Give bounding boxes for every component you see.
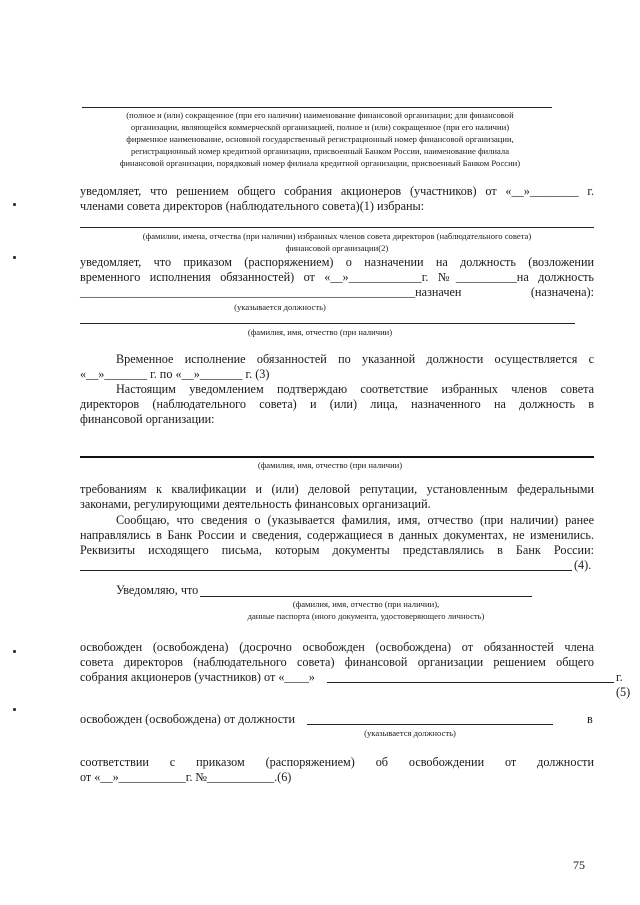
- scan-mark: [13, 708, 16, 711]
- scan-mark: [13, 203, 16, 206]
- directors-caption: (фамилии, имена, отчества (при наличии) избранных членов совета директоров (наблюдательного совета) финансовой организации(2): [142, 231, 532, 253]
- position-caption-2: (указывается должность): [364, 728, 456, 738]
- letter-details-line: [80, 570, 572, 571]
- dismissal-position-line: [307, 724, 553, 725]
- fio-caption-2: (фамилия, имя, отчество (при наличии): [257, 460, 403, 470]
- fio-passport-caption: (фамилия, имя, отчество (при наличии), данные паспорта (иного документа, удостоверяющего личность): [247, 599, 485, 621]
- org-name-line: [82, 107, 552, 108]
- para-appointment-order: уведомляет, что приказом (распоряжением) о назначении на должность (возложении временного исполнения обязанностей) от «__»____________г. №__________на должность _______________________________________________________назначен (назначена):: [80, 255, 594, 299]
- fio-line-2: [80, 456, 594, 458]
- fio-line-1: [80, 323, 575, 324]
- directors-line: [80, 227, 594, 228]
- para-bank-of-russia-info: Сообщаю, что сведения о (указывается фамилия, имя, отчество (при наличии) ранее направлялись в Банк России и сведения, содержащиеся в данных документах, не изменились. Реквизиты исходящего письма, которым документы представлялись в Банк России: (4).: [80, 513, 594, 572]
- fio-passport-line: [200, 596, 532, 597]
- para-requirements: требованиям к квалификации и (или) деловой репутации, установленным федеральными законами, регулирующими деятельность финансовых организаций.: [80, 482, 594, 511]
- para-shareholders-meeting: уведомляет, что решением общего собрания акционеров (участников) от «__»________ г. членами совета директоров (наблюдательного совета)(1) избраны:: [80, 184, 594, 213]
- page-number: 75: [573, 858, 585, 872]
- position-caption-1: (указывается должность): [234, 302, 326, 312]
- fio-caption-1: (фамилия, имя, отчество (при наличии): [247, 327, 393, 337]
- para7-label: Уведомляю, что: [116, 583, 199, 597]
- dismissal-date-line: [327, 682, 614, 683]
- para-dismissal-director: освобожден (освобождена) (досрочно освобожден (освобождена) от обязанностей члена совета директоров (наблюдательного совета) финансовой организации решением общего собрания акционеров (участников) от «____» г.(5): [80, 640, 631, 699]
- scan-mark: [13, 650, 16, 653]
- org-name-caption: (полное и (или) сокращенное (при его наличии) наименование финансовой организации; для финансовой организации, являющейся коммерческой организацией, полное и (или) сокращенное (при его наличии) фирменное наименование, основной государственный регистрационный номер финансовой организации, регистрационный номер кредитной организации, присвоенный Банком России, наименование филиала финансовой организации, порядковый номер филиала кредитной организации, присвоенный Банком России): [119, 110, 521, 168]
- para-dismissal-order: соответствии с приказом (распоряжением) об освобождении от должности от «__»___________г. №___________.(6): [80, 755, 594, 784]
- para-temporary-duties: Временное исполнение обязанностей по указанной должности осуществляется с «__»_______ г. по «__»_______ г. (3): [80, 352, 594, 381]
- scan-mark: [13, 256, 16, 259]
- para-dismissal-position: освобожден (освобождена) от должности в: [80, 712, 593, 726]
- para-confirmation: Настоящим уведомлением подтверждаю соответствие избранных членов совета директоров (наблюдательного совета) и (или) лица, назначенного на должность в финансовой организации:: [80, 382, 594, 426]
